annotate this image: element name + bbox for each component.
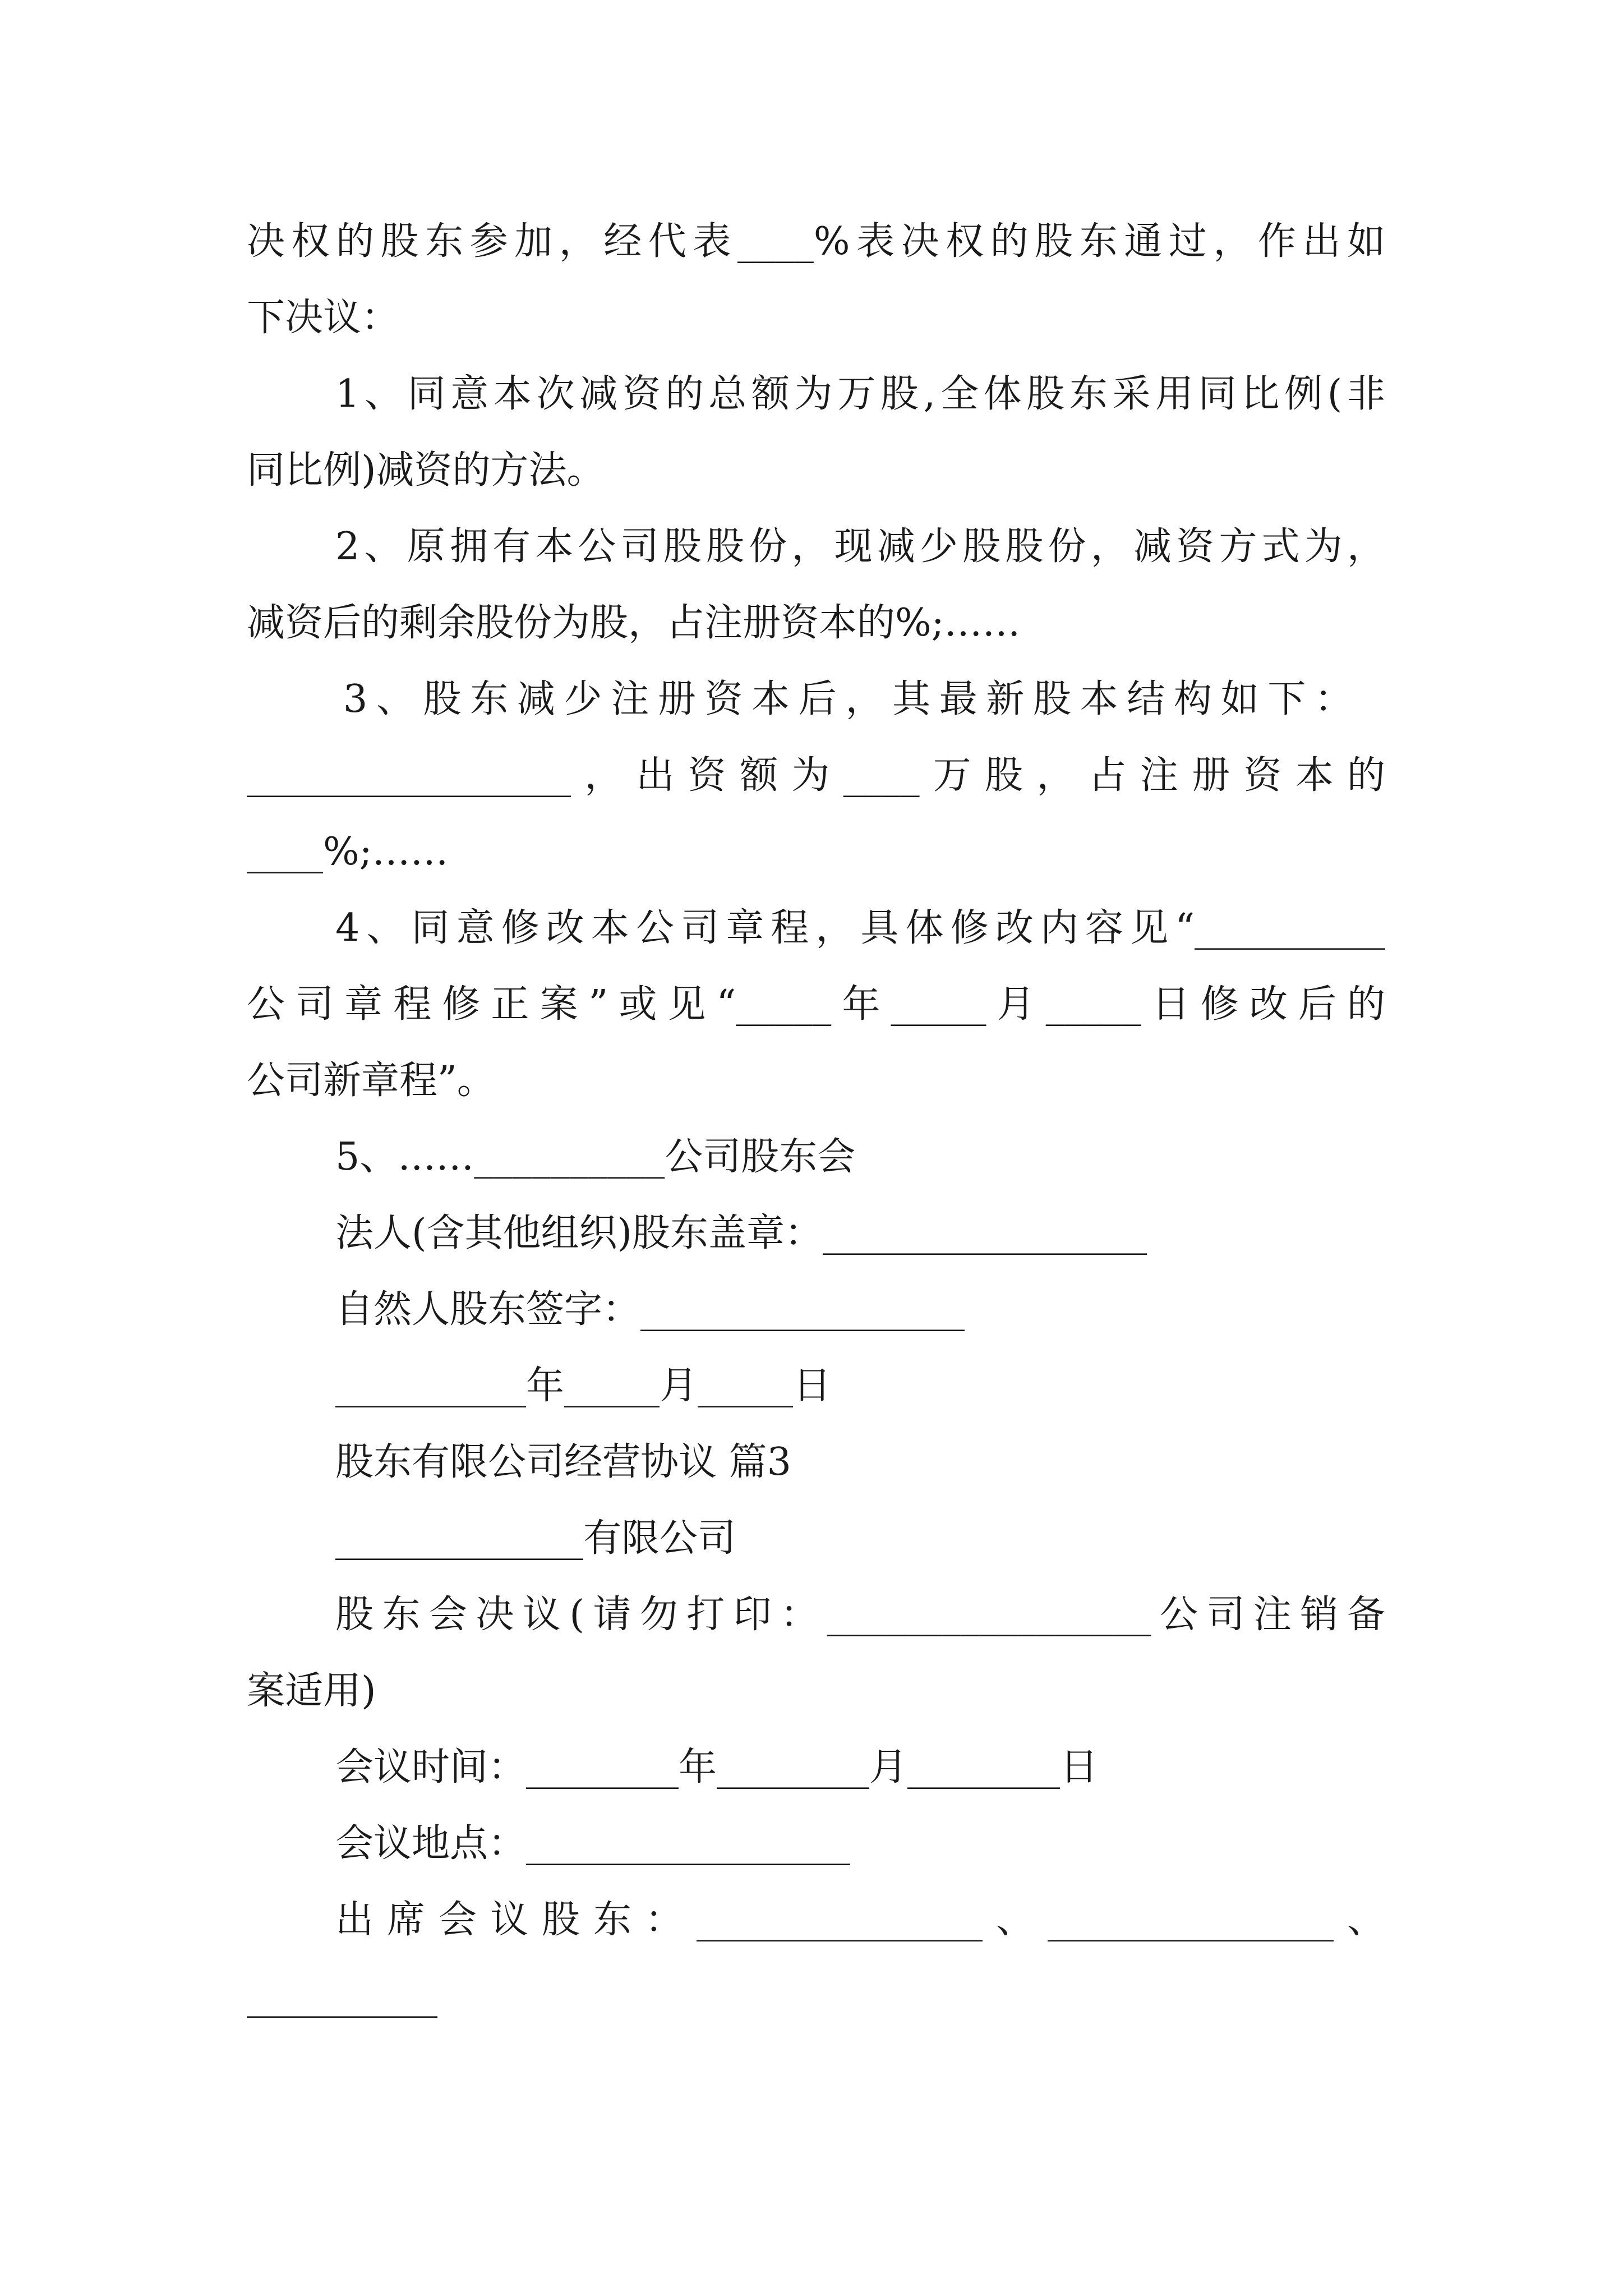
text-line: [335, 903, 1385, 954]
text-line: [247, 217, 1385, 267]
line-text: 会议时间：________年________月________日: [335, 1745, 1099, 1789]
text-line: [247, 598, 1385, 648]
section-heading: [335, 1437, 1385, 1488]
line-text: 出席会议股东：_______________、_______________、: [335, 1898, 1385, 1942]
text-line: [343, 674, 1353, 725]
line-text: 会议地点：_________________: [335, 1821, 851, 1866]
line-text: 股东会决议(请勿打印：_________________公司注销备: [335, 1593, 1385, 1637]
line-text: 1、同意本次减资的总额为万股,全体股东采用同比例(非: [335, 372, 1385, 416]
text-line: [335, 1742, 1385, 1793]
line-text: 股东有限公司经营协议 篇3: [335, 1440, 791, 1484]
line-text: 案适用): [247, 1669, 376, 1713]
text-line: [335, 1590, 1385, 1640]
line-text: 法人(含其他组织)股东盖章：_________________: [335, 1211, 1147, 1255]
text-line: [247, 1056, 1385, 1106]
line-text: 下决议：: [247, 296, 400, 340]
line-text: 同比例)减资的方法。: [247, 448, 605, 493]
line-text: 公司新章程”。: [247, 1059, 495, 1103]
line-text: __________: [247, 1974, 437, 2018]
text-line: [335, 369, 1385, 420]
line-text: _________________，出资额为____万股，占注册资本的: [247, 753, 1385, 798]
line-text: __________年_____月_____日: [335, 1364, 832, 1408]
text-line: [335, 1361, 1385, 1411]
line-text: 2、原拥有本公司股股份，现减少股股份，减资方式为，: [335, 524, 1385, 569]
text-line: [247, 1666, 1385, 1717]
text-line: [335, 1208, 1385, 1259]
text-line: [247, 293, 1385, 343]
text-line: [335, 1285, 1385, 1335]
line-text: 公司章程修正案”或见“_____年_____月_____日修改后的: [247, 982, 1385, 1027]
text-line: [247, 827, 1385, 877]
line-text: _____________有限公司: [335, 1516, 736, 1561]
line-text: 4、同意修改本公司章程，具体修改内容见“__________: [335, 906, 1385, 950]
text-line: [247, 1971, 1385, 2022]
line-text: 自然人股东签字：_________________: [335, 1287, 965, 1332]
text-line: [335, 1513, 1385, 1564]
text-line: [335, 1819, 1385, 1869]
line-text: 减资后的剩余股份为股，占注册资本的%;……: [247, 601, 1021, 645]
text-line: [247, 751, 1385, 801]
line-text: 决权的股东参加，经代表____%表决权的股东通过，作出如: [247, 219, 1385, 264]
text-line: [335, 522, 1385, 572]
line-text: 3、股东减少注册资本后，其最新股本结构如下：: [343, 677, 1353, 721]
text-line: [247, 445, 1385, 496]
line-text: ____%;……: [247, 830, 449, 874]
text-line: [335, 1132, 1385, 1182]
text-line: [247, 979, 1385, 1030]
line-text: 5、……__________公司股东会: [335, 1135, 856, 1179]
text-line: [335, 1895, 1385, 1945]
